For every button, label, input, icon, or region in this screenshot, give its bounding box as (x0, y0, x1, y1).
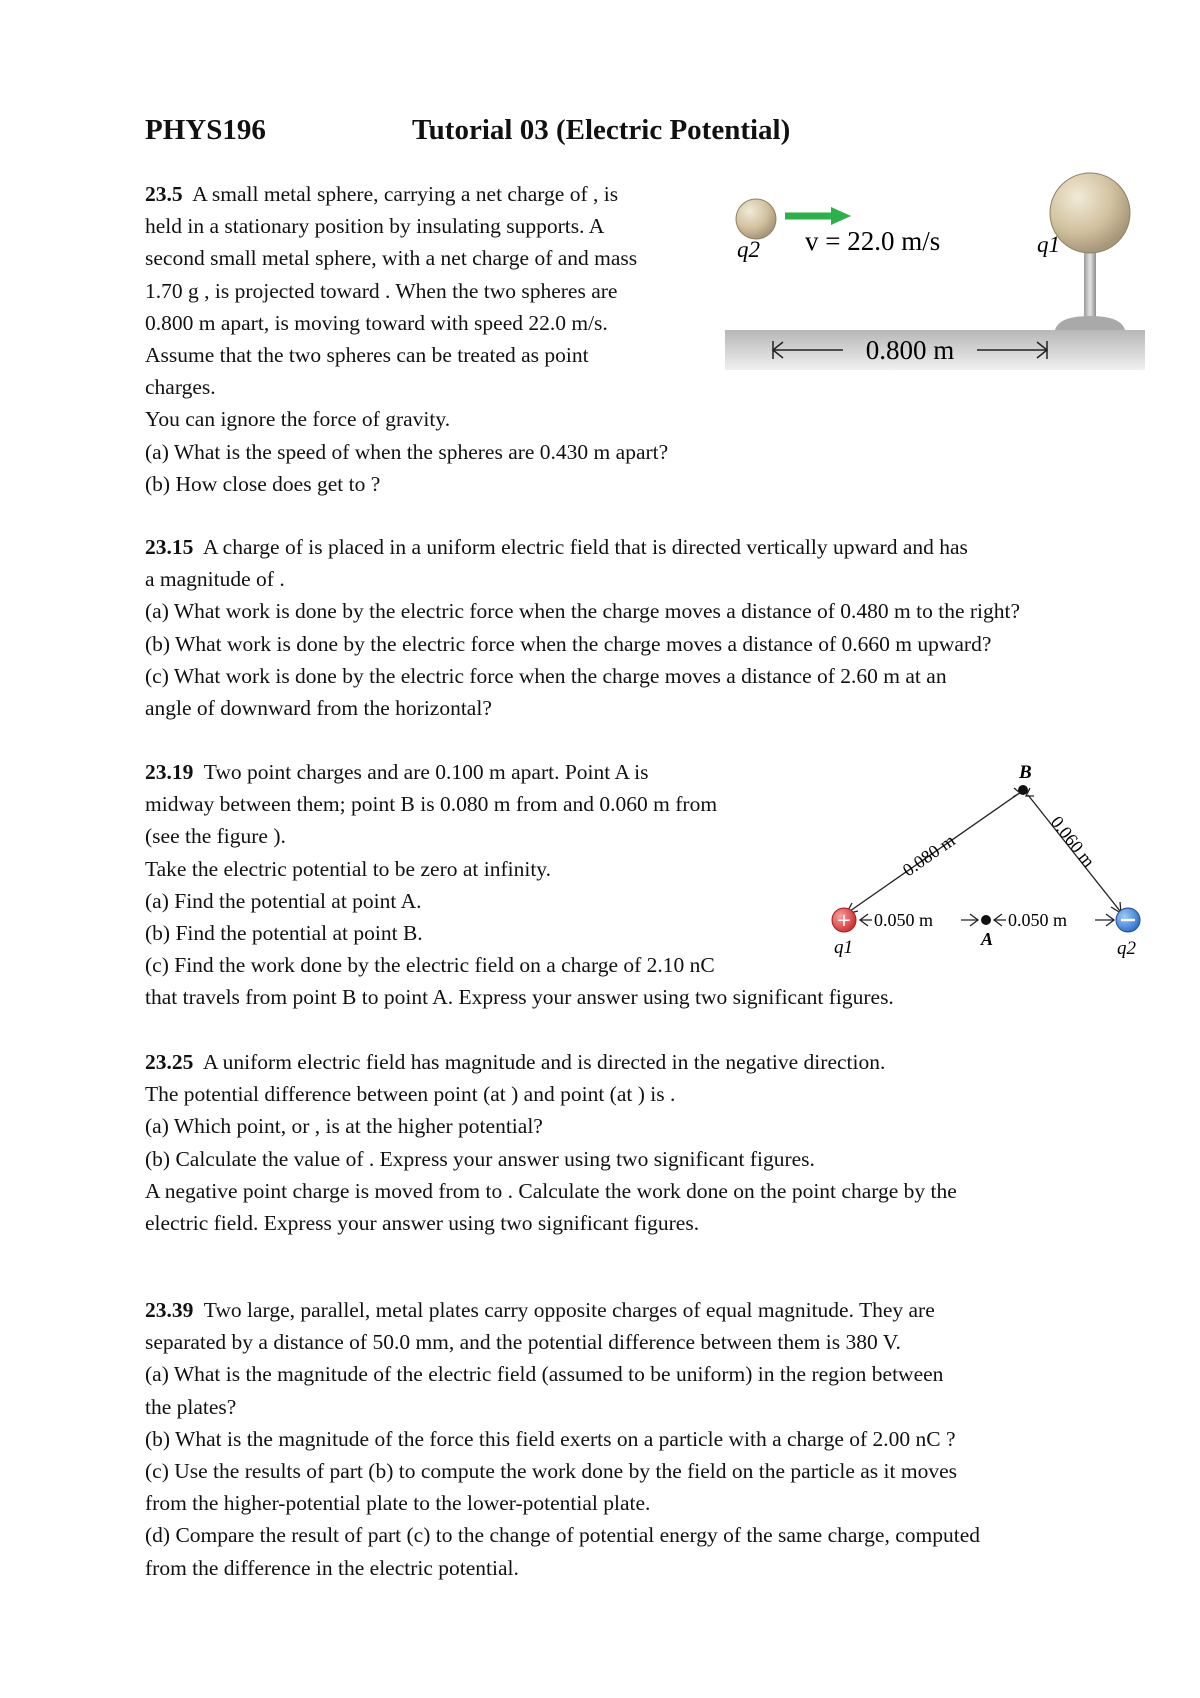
q1-label: q1 (1037, 232, 1060, 257)
problem-line: (c) Use the results of part (b) to compute the work done by the field on the particle as it moves (145, 1459, 957, 1484)
distance-label-b-q2: 0.060 m (1046, 812, 1099, 871)
problem-line: (a) Which point, or , is at the higher potential? (145, 1114, 543, 1139)
problem-line: Take the electric potential to be zero at infinity. (145, 856, 552, 881)
problem-line: from the higher-potential plate to the lower-potential plate. (145, 1491, 651, 1516)
problem-number: 23.15 (145, 535, 194, 559)
page-title: Tutorial 03 (Electric Potential) (412, 114, 791, 146)
problem-number: 23.19 (145, 760, 194, 784)
distance-label-b-q1: 0.080 m (898, 830, 959, 881)
problem-line: (b) Calculate the value of . Express your answer using two significant figures. (145, 1146, 815, 1171)
problem-number: 23.5 (145, 182, 183, 206)
problem-23-15 (145, 531, 1020, 724)
distance-label-left: 0.050 m (874, 910, 934, 930)
problem-line: (a) Find the potential at point A. (145, 888, 422, 913)
problem-line: (a) What work is done by the electric force when the charge moves a distance of 0.480 m to the right? (145, 599, 1021, 624)
problem-line: the plates? (145, 1394, 237, 1419)
point-charge-figure (820, 755, 1150, 965)
large-sphere-q1 (1050, 173, 1130, 253)
problem-line: (a) What is the speed of when the spheres are 0.430 m apart? (145, 439, 669, 464)
problem-line: (c) Find the work done by the electric field on a charge of 2.10 nC (145, 953, 715, 978)
problem-line: 0.800 m apart, is moving toward with speed 22.0 m/s. (145, 310, 608, 335)
velocity-label: v = 22.0 m/s (805, 226, 941, 256)
problem-line: The potential difference between point (at ) and point (at ) is . (145, 1082, 676, 1107)
problem-line: midway between them; point B is 0.080 m from and 0.060 m from (145, 792, 718, 817)
q1-label: q1 (834, 937, 853, 958)
problem-line: (b) Find the potential at point B. (145, 921, 423, 946)
problem-23-19 (145, 756, 894, 1014)
problem-line: charges. (145, 375, 216, 400)
problem-line: A negative point charge is moved from to . Calculate the work done on the point charge by the (145, 1178, 957, 1203)
problem-line: from the difference in the electric potential. (145, 1555, 519, 1580)
problem-line: Assume that the two spheres can be treated as point (145, 343, 589, 368)
plus-sign-icon: + (836, 910, 852, 931)
problem-line: (b) What is the magnitude of the force this field exerts on a particle with a charge of 2.00 nC ? (145, 1426, 956, 1451)
problem-line: separated by a distance of 50.0 mm, and the potential difference between them is 380 V. (145, 1330, 901, 1355)
problem-23-25 (145, 1046, 957, 1239)
distance-label-right: 0.050 m (1008, 910, 1068, 930)
problem-line: a magnitude of . (145, 567, 285, 592)
point-a-label: A (981, 929, 994, 949)
problem-line: (d) Compare the result of part (c) to the change of potential energy of the same charge, computed (145, 1523, 981, 1548)
problem-23-39 (145, 1294, 980, 1584)
problem-line: held in a stationary position by insulating supports. A (145, 214, 605, 239)
course-code: PHYS196 (145, 114, 266, 146)
sphere-figure (725, 170, 1145, 370)
problem-line: (b) How close does get to ? (145, 471, 381, 496)
problem-line: that travels from point B to point A. Express your answer using two significant figures. (145, 985, 894, 1010)
problem-line: (b) What work is done by the electric force when the charge moves a distance of 0.660 m upward? (145, 631, 992, 656)
support-base (1055, 316, 1125, 330)
q2-label: q2 (1117, 938, 1136, 959)
problem-line: 23.19 Two point charges and are 0.100 m apart. Point A is (145, 760, 649, 784)
small-sphere-q2 (736, 199, 776, 239)
point-b-label: B (1019, 762, 1032, 783)
problem-23-5 (145, 178, 668, 500)
distance-label: 0.800 m (865, 335, 955, 365)
problem-line: 1.70 g , is projected toward . When the two spheres are (145, 278, 618, 303)
problem-line: second small metal sphere, with a net charge of and mass (145, 246, 638, 271)
problem-number: 23.25 (145, 1050, 194, 1074)
problem-line: (see the figure ). (145, 824, 286, 849)
velocity-arrowhead (831, 207, 851, 225)
problem-line: 23.5 A small metal sphere, carrying a net charge of , is (145, 182, 619, 206)
problem-line: 23.15 A charge of is placed in a uniform electric field that is directed vertically upward and has (145, 535, 968, 559)
problem-line: (a) What is the magnitude of the electric field (assumed to be uniform) in the region between (145, 1362, 944, 1387)
q2-label: q2 (737, 237, 760, 262)
point-a-dot (981, 915, 991, 925)
problem-line: angle of downward from the horizontal? (145, 696, 492, 721)
insulating-support (1084, 242, 1096, 322)
problem-number: 23.39 (145, 1298, 194, 1322)
problem-line: 23.25 A uniform electric field has magnitude and is directed in the negative direction. (145, 1050, 886, 1074)
problem-line: 23.39 Two large, parallel, metal plates carry opposite charges of equal magnitude. They are (145, 1298, 935, 1322)
problem-line: electric field. Express your answer using two significant figures. (145, 1211, 700, 1236)
problem-line: You can ignore the force of gravity. (145, 407, 451, 432)
problem-line: (c) What work is done by the electric force when the charge moves a distance of 2.60 m at an (145, 663, 947, 688)
